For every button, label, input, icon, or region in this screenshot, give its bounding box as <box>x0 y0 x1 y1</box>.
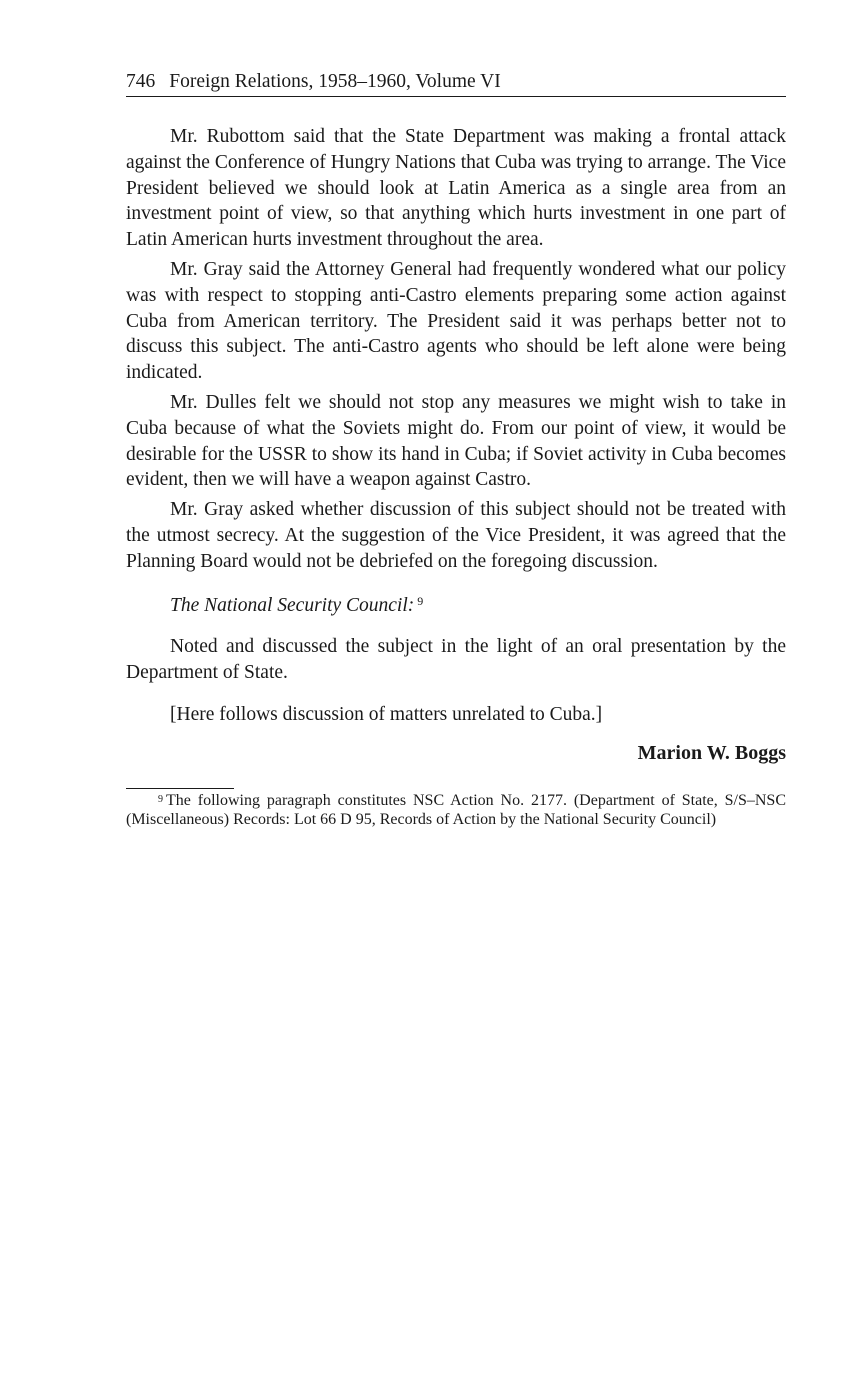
paragraph-noted: Noted and discussed the subject in the light of an oral presentation by the Department of State. <box>126 636 786 684</box>
footnote <box>126 791 786 829</box>
council-heading-text: The National Security Council: <box>170 594 415 616</box>
editorial-note: [Here follows discussion of matters unrelated to Cuba.] <box>170 703 603 725</box>
paragraph-gray-attorney-general: Mr. Gray said the Attorney General had frequently wondered what our policy was with respect to stopping anti-Castro elements preparing some action against Cuba from American territory. The President said it was perhaps better not to discuss this subject. The anti-Castro agents who should be left alone were being indicated. <box>126 258 786 384</box>
footnote-divider <box>126 788 234 789</box>
paragraph-rubottom: Mr. Rubottom said that the State Department was making a frontal attack against the Conference of Hungry Nations that Cuba was trying to arrange. The Vice President believed we should look at Latin America as a single area from an investment point of view, so that anything which hurts investment in one part of Latin American hurts investment throughout the area. <box>126 126 786 251</box>
running-head <box>126 70 786 97</box>
running-head-title: Foreign Relations, 1958–1960, Volume VI <box>169 71 501 92</box>
body-text <box>126 124 786 829</box>
document-page <box>126 70 786 829</box>
signature: Marion W. Boggs <box>637 741 786 764</box>
paragraph-dulles: Mr. Dulles felt we should not stop any measures we might wish to take in Cuba because of what the Soviets might do. From our point of view, it would be desirable for the USSR to show its hand in Cuba; if Soviet activity in Cuba becomes evident, then we will have a weapon against Castro. <box>126 391 786 491</box>
council-heading <box>126 593 786 619</box>
page-number: 746 <box>126 71 156 92</box>
footnote-text: The following paragraph constitutes NSC Action No. 2177. (Department of State, S/S–NSC (Miscellaneous) Records: Lot 66 D 95, Records of Action by the National Security Council) <box>126 791 786 828</box>
paragraph-gray-secrecy: Mr. Gray asked whether discussion of this subject should not be treated with the utmost secrecy. At the suggestion of the Vice President, it was agreed that the Planning Board would not be debriefed on the foregoing discussion. <box>126 499 786 572</box>
footnote-reference: 9 <box>417 593 424 608</box>
footnote-marker: 9 <box>158 793 163 805</box>
